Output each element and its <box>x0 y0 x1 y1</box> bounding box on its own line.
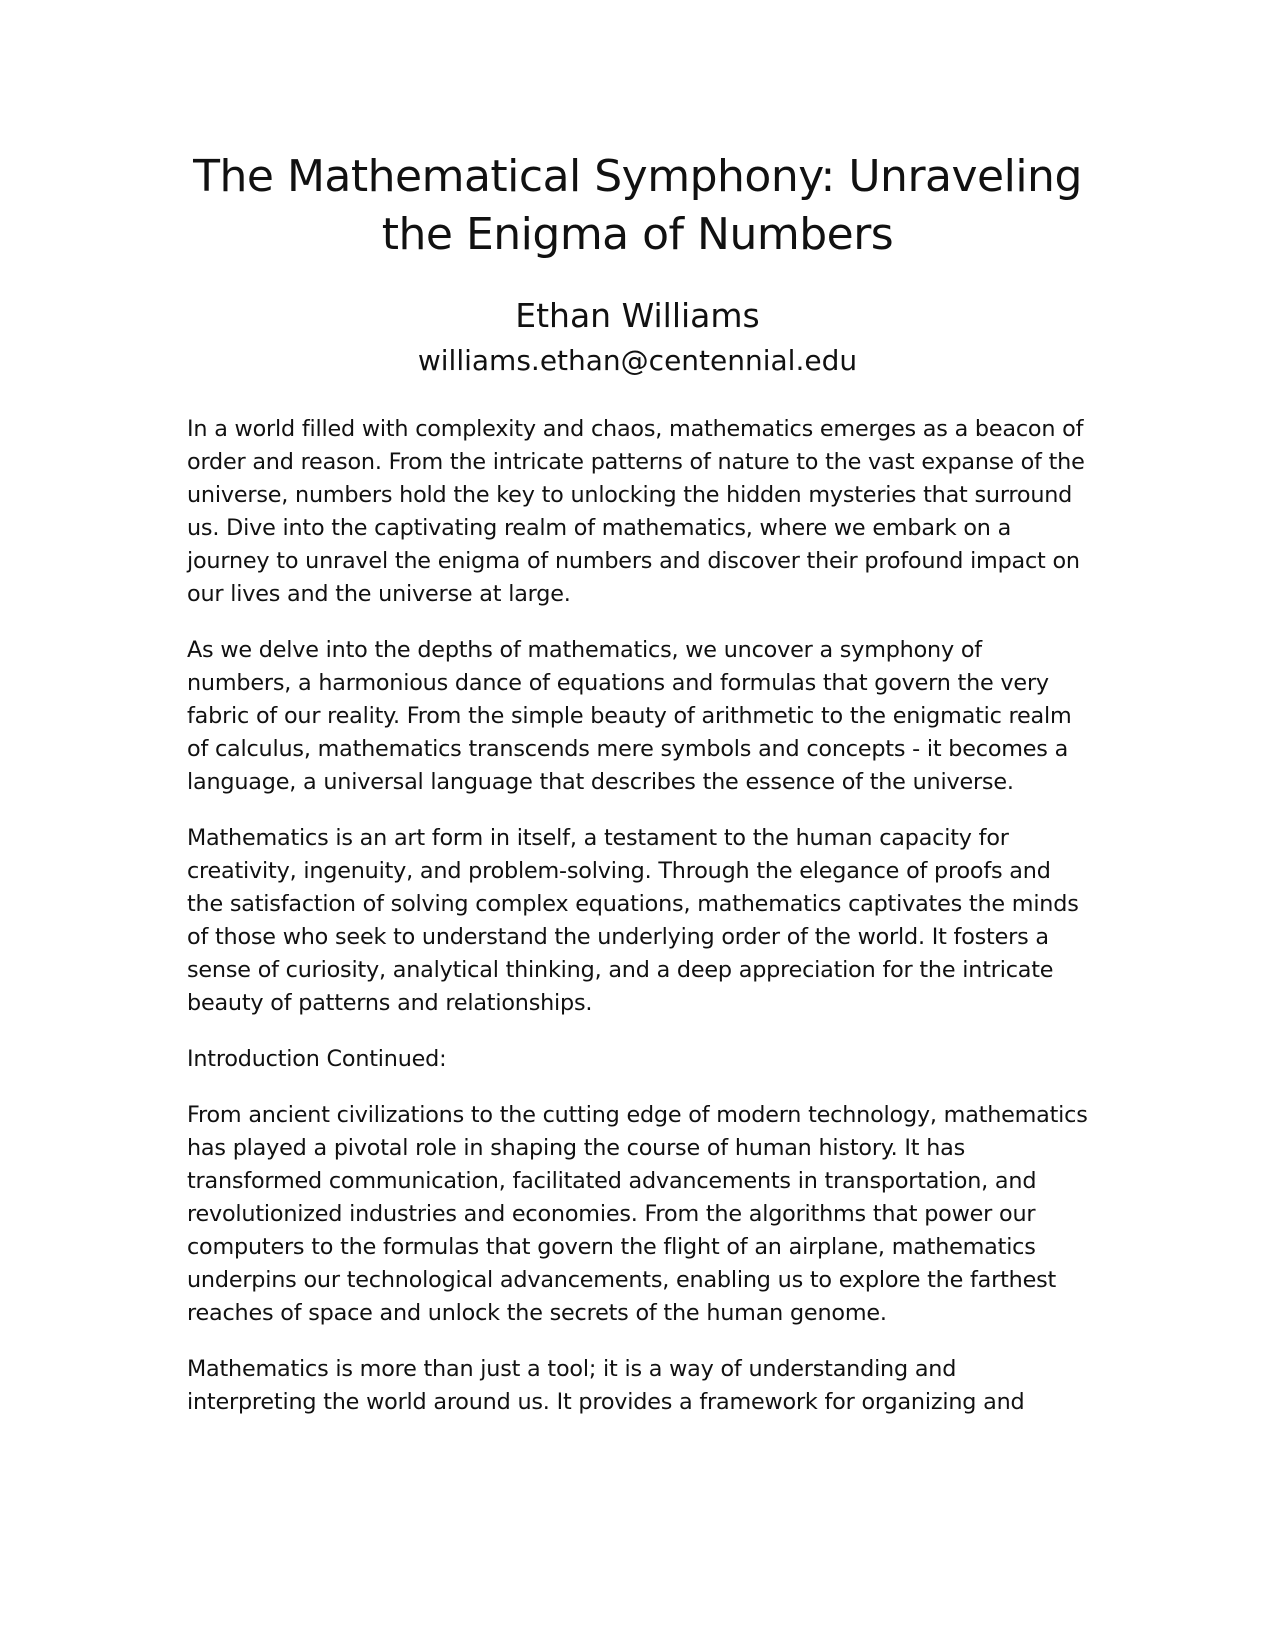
section-label: Introduction Continued: <box>187 1046 447 1072</box>
paragraph: Mathematics is more than just a tool; it is a way of understanding and interpreting the world around us. It provides a framework for organizing and <box>187 1356 1025 1415</box>
document-body <box>187 413 1092 1442</box>
document-title: The Mathematical Symphony: Unraveling the Enigma of Numbers <box>193 151 1082 260</box>
author-email: williams.ethan@centennial.edu <box>417 344 858 377</box>
author-name: Ethan Williams <box>515 296 760 335</box>
paragraph: In a world filled with complexity and chaos, mathematics emerges as a beacon of order and reason. From the intricate patterns of nature to the vast expanse of the universe, numbers hold the key to unlocking the hidden mysteries that surround us. Dive into the captivating realm of mathematics, where we embark on a journey to unravel the enigma of numbers and discover their profound impact on our lives and the universe at large. <box>187 416 1085 607</box>
paragraph: As we delve into the depths of mathematics, we uncover a symphony of numbers, a harmonious dance of equations and formulas that govern the very fabric of our reality. From the simple beauty of arithmetic to the enigmatic realm of calculus, mathematics transcends mere symbols and concepts - it becomes a language, a universal language that describes the essence of the universe. <box>187 637 1072 795</box>
paragraph: From ancient civilizations to the cutting edge of modern technology, mathematics has played a pivotal role in shaping the course of human history. It has transformed communication, facilitated advancements in transportation, and revolutionized industries and economies. From the algorithms that power our computers to the formulas that govern the flight of an airplane, mathematics underpins our technological advancements, enabling us to explore the farthest reaches of space and unlock the secrets of the human genome. <box>187 1102 1088 1326</box>
paragraph: Mathematics is an art form in itself, a testament to the human capacity for creativity, ingenuity, and problem-solving. Through the elegance of proofs and the satisfaction of solving complex equations, mathematics captivates the minds of those who seek to understand the underlying order of the world. It fosters a sense of curiosity, analytical thinking, and a deep appreciation for the intricate beauty of patterns and relationships. <box>187 825 1079 1016</box>
